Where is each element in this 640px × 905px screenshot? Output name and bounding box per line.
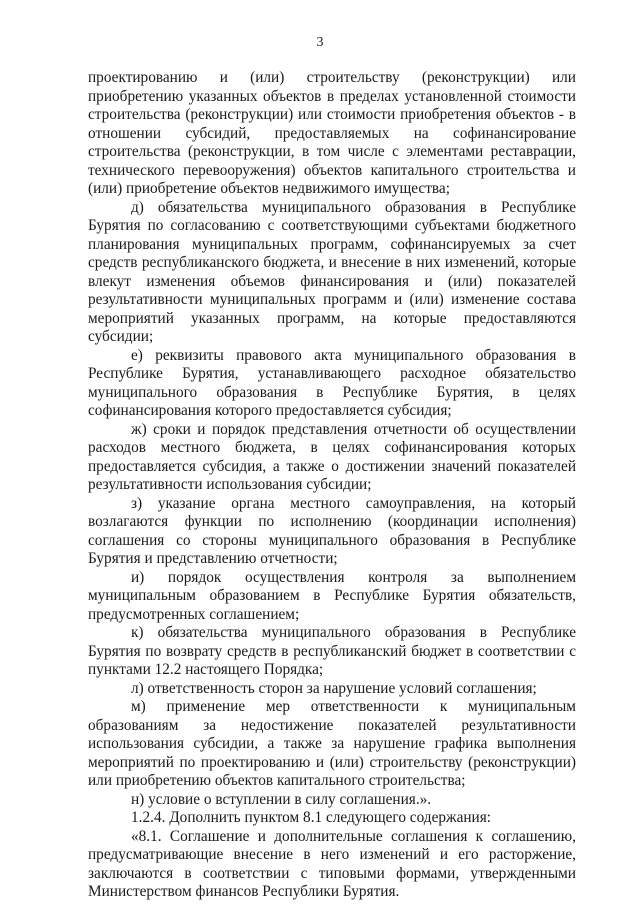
document-body bbox=[88, 69, 576, 902]
paragraph-clause-8-1: «8.1. Соглашение и дополнительные соглашения к соглашению, предусматривающие внесение в него изменений и его расторжение, заключаются в соответствии с типовыми формами, утвержденными Министерством финансов Республики Бурятия. bbox=[88, 827, 576, 900]
paragraph-continuation: проектированию и (или) строительству (реконструкции) или приобретению указанных объектов в пределах установленной стоимости строительства (реконструкции) или стоимости приобретения объектов - в отношении субсидий, предоставляемых на софинансирование строительства (реконструкции, в том числе с элементами реставрации, технического перевооружения) объектов капитального строительства и (или) приобретение объектов недвижимого имущества; bbox=[88, 69, 576, 197]
paragraph-item-l: л) ответственность сторон за нарушение условий соглашения; bbox=[131, 679, 537, 697]
paragraph-item-d: д) обязательства муниципального образования в Республике Бурятия по согласованию с соответствующими субъектами бюджетного планирования муниципальных программ, софинансируемых за счет средств республиканского бюджета, и внесение в них изменений, которые влекут изменения объемов финансирования и (или) показателей результативности муниципальных программ и (или) изменение состава мероприятий указанных программ, на которые предоставляются субсидии; bbox=[88, 198, 576, 345]
paragraph-amendment-1-2-4: 1.2.4. Дополнить пунктом 8.1 следующего содержания: bbox=[131, 809, 492, 826]
paragraph-item-zh: ж) сроки и порядок представления отчетности об осуществлении расходов местного бюджета, в целях софинансирования которых предоставляется субсидия, а также о достижении значений показателей результативности использования субсидии; bbox=[88, 420, 576, 493]
paragraph-item-n: н) условие о вступлении в силу соглашения.». bbox=[131, 790, 432, 808]
paragraph-item-e: е) реквизиты правового акта муниципального образования в Республике Бурятия, устанавливающего расходное обязательство муниципального образования в Республике Бурятия, в целях софинансирования которого предоставляется субсидия; bbox=[88, 346, 576, 419]
paragraph-item-i: и) порядок осуществления контроля за выполнением муниципальным образованием в Республике Бурятия обязательств, предусмотренных соглашением; bbox=[88, 568, 576, 623]
page-number: 3 bbox=[316, 35, 324, 50]
paragraph-item-k: к) обязательства муниципального образования в Республике Бурятия по возврату средств в республиканский бюджет в соответствии с пунктами 12.2 настоящего Порядка; bbox=[88, 624, 576, 678]
paragraph-item-m: м) применение мер ответственности к муниципальным образованиям за недостижение показателей результативности использования субсидии, а также за нарушение графика выполнения мероприятий по проектированию и (или) строительству (реконструкции) или приобретению объектов капитального строительства; bbox=[88, 698, 576, 789]
paragraph-item-z: з) указание органа местного самоуправления, на который возлагаются функции по исполнению (координации исполнения) соглашения со стороны муниципального образования в Республике Бурятия и представлению отчетности; bbox=[88, 494, 576, 567]
